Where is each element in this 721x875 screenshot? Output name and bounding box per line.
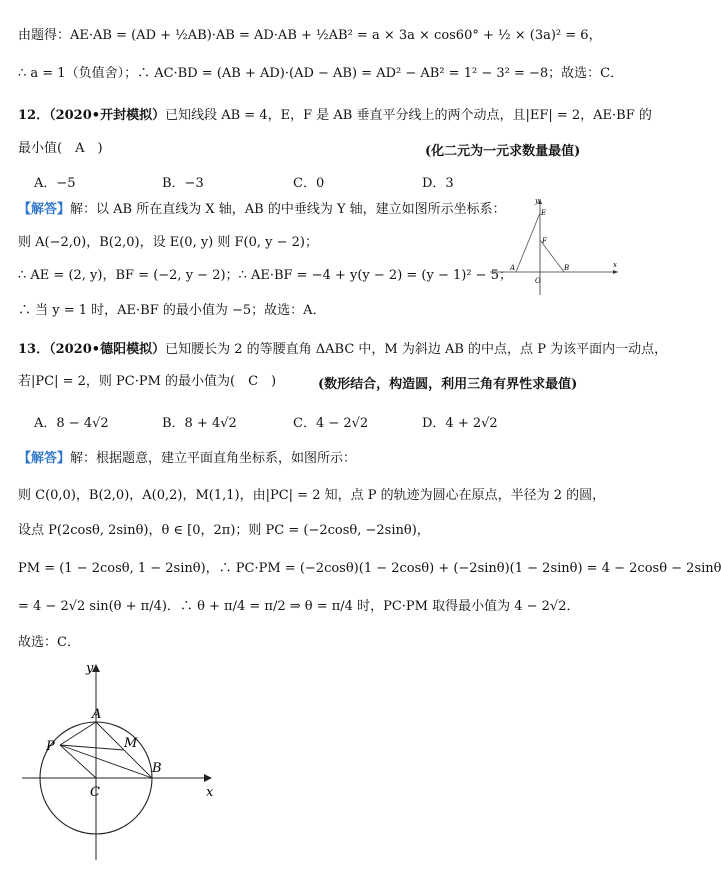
q13-x-arrow xyxy=(204,774,212,782)
q12-segment-ae xyxy=(516,213,540,272)
q12-label-b: B xyxy=(564,264,570,272)
q12-option-b: B．−3 xyxy=(162,176,204,191)
q13-solution-1 xyxy=(18,450,356,468)
q13-label-x: x xyxy=(206,785,214,800)
q12-label-e: E xyxy=(541,209,547,217)
q12-option-c: C．0 xyxy=(293,176,325,191)
q13-label-p: P xyxy=(46,739,55,754)
q12-figure xyxy=(486,195,622,300)
q13-stem xyxy=(18,341,667,359)
q12-stem-2: 最小值( A ) xyxy=(18,141,103,156)
q13-stem-text: 已知腰长为 2 的等腰直角 ΔABC 中，M 为斜边 AB 的中点，点 P 为该平面内一动点， xyxy=(165,342,668,357)
q13-label-c: C xyxy=(90,785,100,800)
q13-option-b: B．8 + 4√2 xyxy=(162,416,237,431)
q13-solution-2: 则 C(0,0)，B(2,0)，A(0,2)，M(1,1)，由|PC| = 2 知，点 P 的轨迹为圆心在原点，半径为 2 的圆， xyxy=(18,488,606,503)
q13-option-d: D．4 + 2√2 xyxy=(422,416,498,431)
q12-x-arrow xyxy=(613,270,618,274)
q13-stem-2: 若|PC| = 2，则 PC·PM 的最小值为( C ) xyxy=(18,374,277,389)
q13-segment-pc xyxy=(60,745,96,778)
q13-answer-tag: 【解答】 xyxy=(18,451,71,466)
solution-line-1: 由题得：AE·AB = (AD + ½AB)·AB = AD·AB + ½AB² = a × 3a × cos60° + ½ × (3a)² = 6， xyxy=(18,28,602,43)
q12-label-y: y xyxy=(535,197,539,205)
q12-label-o: O xyxy=(535,277,541,285)
q13-figure xyxy=(18,660,228,865)
q12-solution-2: 则 A(−2,0)，B(2,0)，设 E(0, y) 则 F(0, y − 2)； xyxy=(18,235,318,250)
q13-option-c: C．4 − 2√2 xyxy=(293,416,369,431)
q13-label-b: B xyxy=(152,761,162,776)
q13-label-a: A xyxy=(92,707,102,722)
q13-solution-6: 故选：C． xyxy=(18,635,80,650)
q13-title: 13．（2020•德阳模拟） xyxy=(18,342,166,357)
q12-solution-3: ∴ AE = (2, y)，BF = (−2, y − 2)；∴ AE·BF = −4 + y(y − 2) = (y − 1)² − 5； xyxy=(18,268,512,283)
q12-label-f: F xyxy=(542,237,547,245)
q13-option-a: A．8 − 4√2 xyxy=(34,416,109,431)
q12-solution-4: ∴ 当 y = 1 时，AE·BF 的最小值为 −5；故选：A． xyxy=(18,303,326,318)
q12-method: (化二元为一元求数量最值) xyxy=(425,144,581,159)
q13-sol1-text: 解：根据题意，建立平面直角坐标系，如图所示： xyxy=(70,451,357,466)
q13-solution-4: PM = (1 − 2cosθ, 1 − 2sinθ)，∴ PC·PM = (−2cosθ)(1 − 2cosθ) + (−2sinθ)(1 − 2sinθ) = 4 − 2cosθ − 2sinθ xyxy=(18,561,721,576)
q12-answer-tag: 【解答】 xyxy=(18,202,71,217)
q12-stem xyxy=(18,107,652,125)
q12-option-a: A．−5 xyxy=(34,176,76,191)
q13-segment-pm xyxy=(60,745,124,750)
q12-stem-text: 已知线段 AB = 4，E，F 是 AB 垂直平分线上的两个动点，且|EF| = 2，AE·BF 的 xyxy=(165,108,652,123)
q12-option-d: D．3 xyxy=(422,176,454,191)
q12-solution-1 xyxy=(18,201,506,219)
q12-sol1-text: 解：以 AB 所在直线为 X 轴，AB 的中垂线为 Y 轴，建立如图所示坐标系： xyxy=(70,202,506,217)
q12-label-x: x xyxy=(613,261,617,269)
q12-title: 12．（2020•开封模拟） xyxy=(18,108,166,123)
q13-solution-3: 设点 P(2cosθ, 2sinθ)，θ ∈ [0，2π)；则 PC = (−2cosθ, −2sinθ)， xyxy=(18,523,430,538)
solution-line-2: ∴ a = 1（负值舍）；∴ AC·BD = (AB + AD)·(AD − AB) = AD² − AB² = 1² − 3² = −8；故选：C． xyxy=(18,66,624,81)
q13-label-m: M xyxy=(124,736,138,751)
q13-label-y: y xyxy=(86,661,94,676)
q13-solution-5: = 4 − 2√2 sin(θ + π/4)．∴ θ + π/4 = π/2 ⇒ θ = π/4 时，PC·PM 取得最小值为 4 − 2√2． xyxy=(18,599,580,614)
q13-segment-pb xyxy=(60,745,152,778)
q12-label-a: A xyxy=(510,264,516,272)
q13-method: (数形结合，构造圆，利用三角有界性求最值) xyxy=(318,377,578,392)
